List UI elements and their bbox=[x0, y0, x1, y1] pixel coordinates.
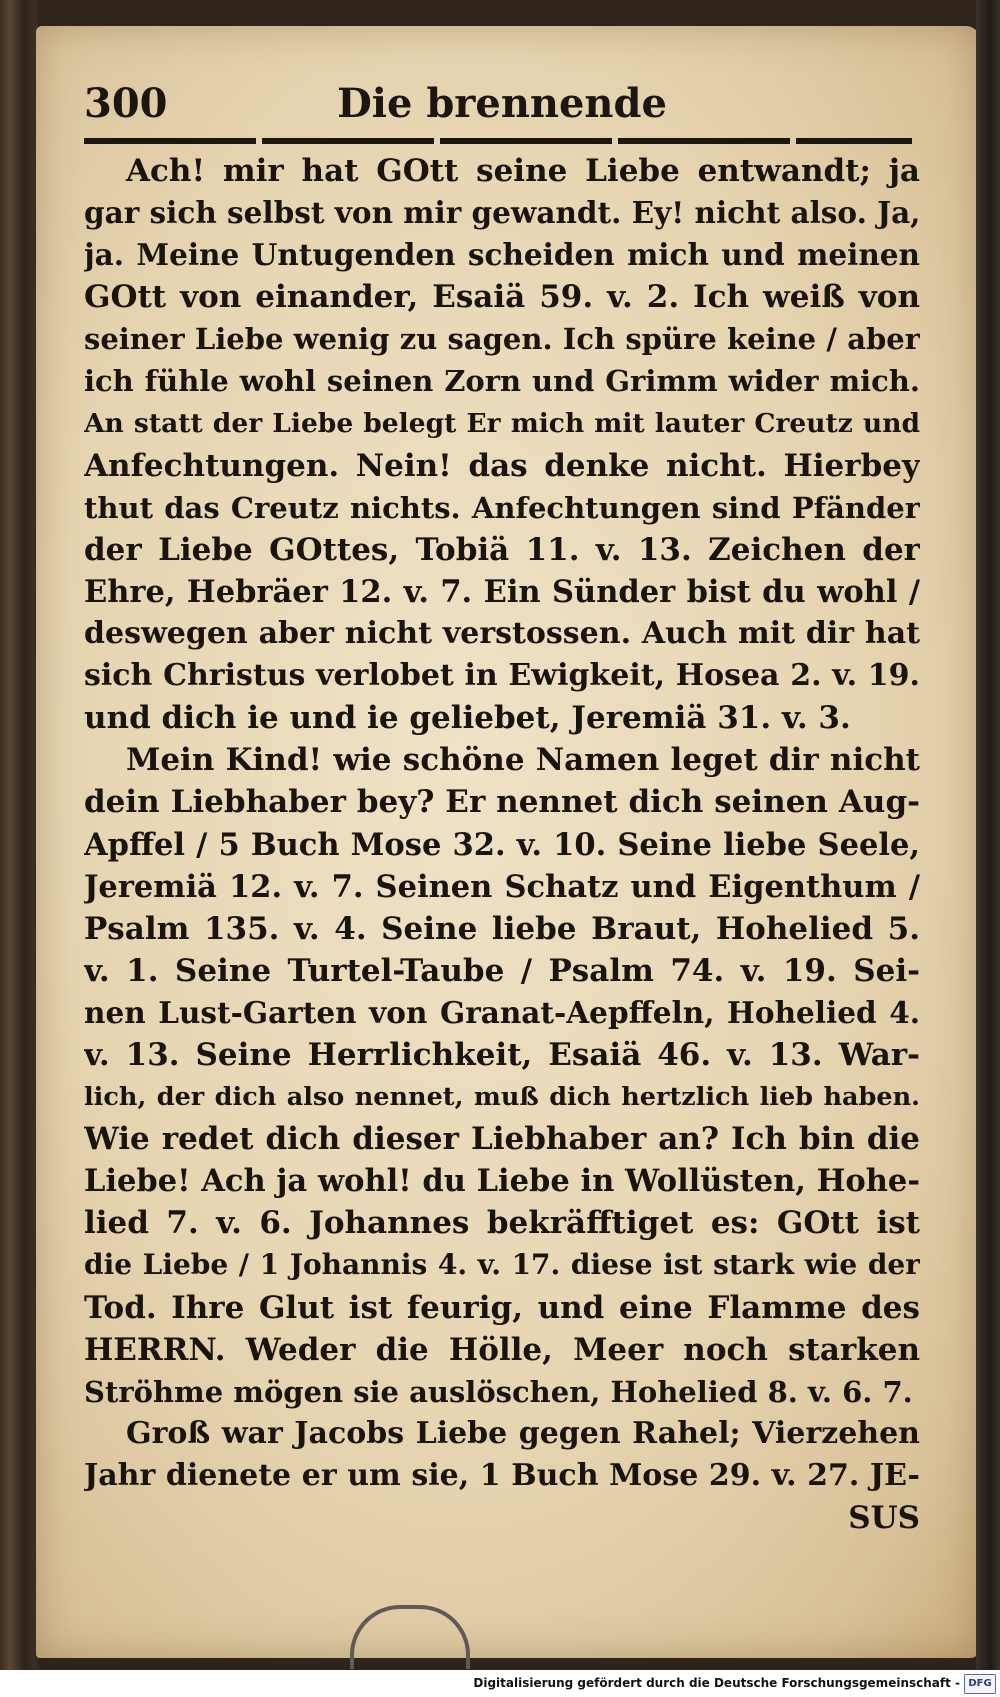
text-line: deswegen aber nicht verstossen. Auch mit dir hat bbox=[84, 616, 920, 652]
text-line: lied 7. v. 6. Johannes bekräfftiget es: GOtt ist bbox=[84, 1205, 920, 1242]
text-line: Jahr dienete er um sie, 1 Buch Mose 29. v. 27. JE- bbox=[84, 1457, 920, 1493]
text-line: An statt der Liebe belegt Er mich mit lauter Creutz und bbox=[84, 407, 920, 439]
text-line: v. 13. Seine Herrlichkeit, Esaiä 46. v. 13. War- bbox=[84, 1036, 920, 1073]
text-line: gar sich selbst von mir gewandt. Ey! nicht also. Ja, bbox=[84, 195, 920, 231]
text-line: sich Christus verlobet in Ewigkeit, Hosea 2. v. 19. bbox=[84, 658, 920, 694]
text-line: Anfechtungen. Nein! das denke nicht. Hierbey bbox=[84, 447, 920, 484]
text-line: Jeremiä 12. v. 7. Seinen Schatz und Eigenthum / bbox=[84, 868, 920, 905]
text-line: dein Liebhaber bey? Er nennet dich seinen Aug- bbox=[84, 784, 920, 821]
text-line: v. 1. Seine Turtel-Taube / Psalm 74. v. 19. Sei- bbox=[84, 952, 920, 989]
text-line: Wie redet dich dieser Liebhaber an? Ich bin die bbox=[84, 1121, 920, 1158]
catchword: SUS bbox=[848, 1500, 920, 1536]
text-line: Ströhme mögen sie auslöschen, Hohelied 8. v. 6. 7. bbox=[84, 1374, 913, 1409]
text-line: GOtt von einander, Esaiä 59. v. 2. Ich weiß von bbox=[84, 279, 920, 316]
text-line: nen Lust-Garten von Granat-Aepffeln, Hohelied 4. bbox=[84, 994, 920, 1030]
text-line: thut das Creutz nichts. Anfechtungen sind Pfänder bbox=[84, 490, 920, 525]
page-body-text bbox=[84, 150, 920, 1539]
digitization-footer bbox=[0, 1670, 1000, 1697]
dfg-logo-icon: DFG bbox=[964, 1674, 996, 1694]
facing-page-edge bbox=[976, 0, 1000, 1670]
running-head: Die brennende bbox=[337, 80, 667, 127]
text-line: der Liebe GOttes, Tobiä 11. v. 13. Zeichen der bbox=[84, 531, 920, 568]
funding-credit: Digitalisierung gefördert durch die Deutsche Forschungsgemeinschaft - bbox=[473, 1676, 960, 1690]
page-header bbox=[84, 80, 920, 140]
text-line: Liebe! Ach ja wohl! du Liebe in Wollüsten, Hohe- bbox=[84, 1163, 920, 1200]
header-rule bbox=[84, 138, 912, 144]
page-number: 300 bbox=[84, 80, 168, 127]
text-line: Ehre, Hebräer 12. v. 7. Ein Sünder bist du wohl / bbox=[84, 573, 920, 610]
text-line: Apffel / 5 Buch Mose 32. v. 10. Seine liebe Seele, bbox=[84, 826, 920, 863]
text-line: seiner Liebe wenig zu sagen. Ich spüre keine / aber bbox=[84, 322, 920, 357]
text-line: HERRN. Weder die Hölle, Meer noch starken bbox=[84, 1331, 920, 1368]
text-line: Tod. Ihre Glut ist feurig, und eine Flamme des bbox=[84, 1289, 920, 1326]
text-line: Psalm 135. v. 4. Seine liebe Braut, Hohelied 5. bbox=[84, 910, 920, 947]
text-line: ich fühle wohl seinen Zorn und Grimm wider mich. bbox=[84, 364, 920, 399]
text-line: Mein Kind! wie schöne Namen leget dir nicht bbox=[126, 742, 920, 779]
text-line: lich, der dich also nennet, muß dich hertzlich lieb haben. bbox=[84, 1082, 920, 1113]
text-line: ja. Meine Untugenden scheiden mich und meinen bbox=[84, 237, 920, 273]
text-line: und dich ie und ie geliebet, Jeremiä 31. v. 3. bbox=[84, 700, 851, 737]
text-line: die Liebe / 1 Johannis 4. v. 17. diese ist stark wie der bbox=[84, 1248, 920, 1282]
text-line: Ach! mir hat GOtt seine Liebe entwandt; ja bbox=[126, 153, 920, 189]
text-line: Groß war Jacobs Liebe gegen Rahel; Vierzehen bbox=[126, 1415, 920, 1451]
